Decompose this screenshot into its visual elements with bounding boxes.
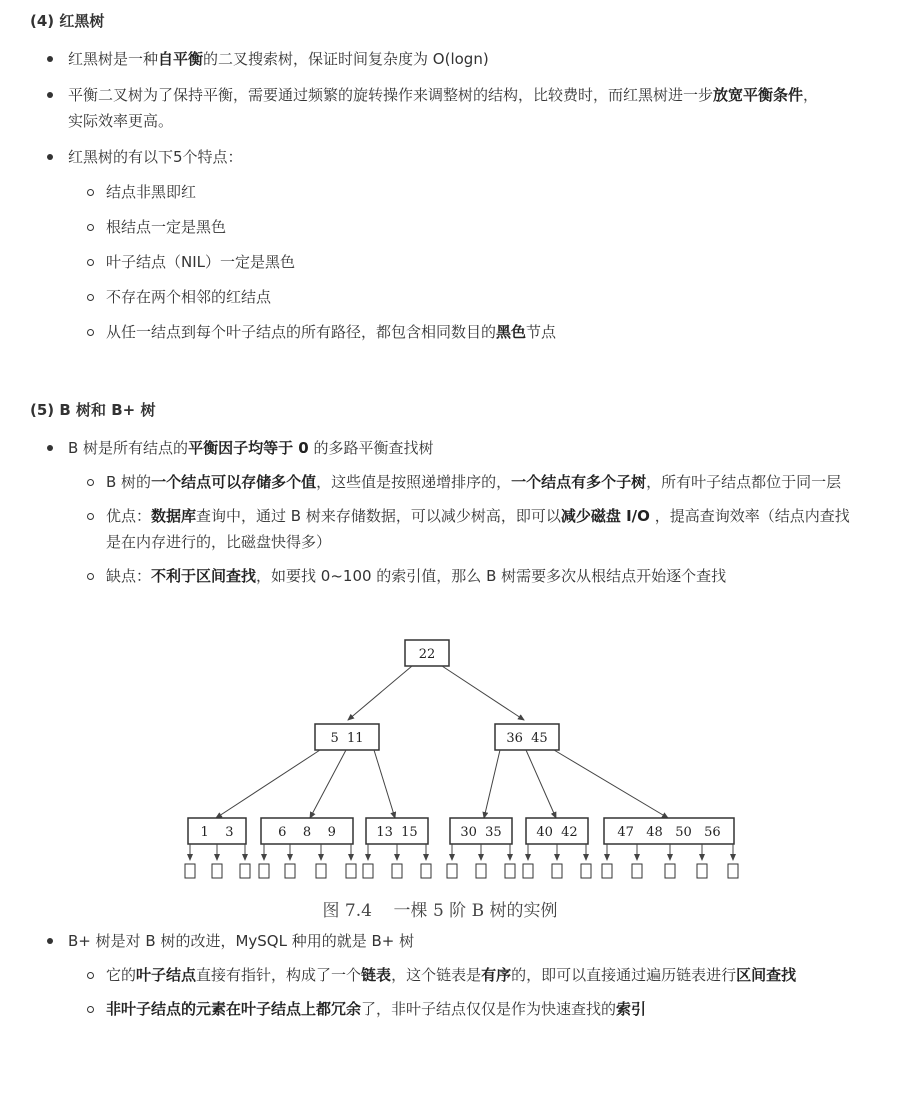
bold-text: 放宽平衡条件 <box>713 86 804 104</box>
null-leaf <box>602 864 612 878</box>
text: ，所有叶子结点都位于同一层 <box>646 473 842 491</box>
null-pointers <box>185 844 738 878</box>
null-leaf <box>632 864 642 878</box>
bold-text: 索引 <box>616 1000 647 1018</box>
text: ，这个链表是 <box>391 966 482 984</box>
null-leaf <box>697 864 707 878</box>
null-leaf <box>728 864 738 878</box>
list-item <box>30 82 890 134</box>
text: 了，非叶子结点仅仅是作为快速查找的 <box>361 1000 617 1018</box>
null-leaf <box>259 864 269 878</box>
null-leaf <box>552 864 562 878</box>
null-leaf <box>185 864 195 878</box>
bold-text: 一个结点有多个子树 <box>511 473 647 491</box>
bold-text: 叶子结点 <box>136 966 197 984</box>
null-leaf <box>447 864 457 878</box>
list-item: 不存在两个相邻的红结点 <box>68 284 890 310</box>
section-4-heading: (4) 红黑树 <box>30 12 105 30</box>
text: 的二叉搜索树，保证时间复杂度为 O(logn) <box>203 50 489 68</box>
bold-text: 区间查找 <box>736 966 797 984</box>
section-5-list <box>30 435 890 589</box>
list-item: 根结点一定是黑色 <box>68 214 890 240</box>
bold-text: 有序 <box>481 966 512 984</box>
bold-text: 自平衡 <box>158 50 204 68</box>
text: 平衡二叉树为了保持平衡，需要通过频繁的旋转操作来调整树的结构，比较费时，而红黑树进一步 <box>68 86 714 104</box>
leaf-label: 47 48 50 56 <box>617 825 721 840</box>
list-item <box>30 46 890 72</box>
null-leaf <box>346 864 356 878</box>
node-label: 5 11 <box>330 731 364 746</box>
text: 直接有指针，构成了一个 <box>196 966 362 984</box>
list-item <box>68 503 850 555</box>
text: ，这些值是按照递增排序的， <box>316 473 512 491</box>
list-item <box>68 996 830 1022</box>
list-item <box>30 144 890 345</box>
null-leaf <box>363 864 373 878</box>
feature-list <box>68 179 890 345</box>
leaf-label: 6 8 9 <box>278 825 336 840</box>
bold-text: 链表 <box>361 966 392 984</box>
figure-caption: 图 7.4 一棵 5 阶 B 树的实例 <box>322 901 558 921</box>
list-item <box>68 319 890 345</box>
bplus-sublist <box>68 962 890 1022</box>
section-5-heading: (5) B 树和 B+ 树 <box>30 401 156 419</box>
text: ，如要找 0~100 的索引值，那么 B 树需要多次从根结点开始逐个查找 <box>256 567 727 585</box>
text: 的多路平衡查找树 <box>308 439 434 457</box>
btree-figure <box>150 632 770 927</box>
root-label: 22 <box>418 647 436 662</box>
text: B 树是所有结点的 <box>68 439 189 457</box>
text: 它的 <box>106 966 137 984</box>
article-content <box>30 6 890 589</box>
text: 优点： <box>106 507 152 525</box>
section-4-list <box>30 46 890 345</box>
text: B 树的 <box>106 473 152 491</box>
null-leaf <box>212 864 222 878</box>
null-leaf <box>505 864 515 878</box>
list-item <box>68 469 850 495</box>
text: B+ 树是对 B 树的改进，MySQL 种用的就是 B+ 树 <box>68 932 415 950</box>
bplus-section <box>30 928 890 1022</box>
null-leaf <box>316 864 326 878</box>
text: 查询中，通过 B 树来存储数据，可以减少树高，即可以 <box>196 507 561 525</box>
null-leaf <box>476 864 486 878</box>
null-leaf <box>665 864 675 878</box>
list-item <box>30 435 890 589</box>
text: 的，即可以直接通过遍历链表进行 <box>511 966 737 984</box>
null-leaf <box>421 864 431 878</box>
leaf-label: 1 3 <box>200 825 234 840</box>
text: 从任一结点到每个叶子结点的所有路径，都包含相同数目的 <box>106 323 497 341</box>
btree-sublist <box>68 469 890 589</box>
text: 节点 <box>526 323 557 341</box>
text: ，实际效率更高。 <box>68 86 819 130</box>
bold-text: 非叶子结点的元素在叶子结点上都冗余 <box>106 1000 362 1018</box>
bold-text: 数据库 <box>151 507 197 525</box>
text: 红黑树的有以下5个特点： <box>68 148 243 166</box>
list-item <box>68 563 850 589</box>
list-item: 结点非黑即红 <box>68 179 890 205</box>
text: 红黑树是一种 <box>68 50 159 68</box>
leaf-label: 30 35 <box>460 825 502 840</box>
list-item <box>30 928 890 1022</box>
leaf-label: 13 15 <box>376 825 418 840</box>
text: 缺点： <box>106 567 152 585</box>
bold-text: 不利于区间查找 <box>151 567 257 585</box>
list-item <box>68 962 830 988</box>
text: ，提高查询效率（结点内查找是在内存进行的，比磁盘快得多） <box>106 507 850 551</box>
bold-text: 平衡因子均等于 0 <box>188 439 309 457</box>
null-leaf <box>523 864 533 878</box>
bold-text: 黑色 <box>496 323 527 341</box>
null-leaf <box>581 864 591 878</box>
list-item: 叶子结点（NIL）一定是黑色 <box>68 249 890 275</box>
bold-text: 一个结点可以存储多个值 <box>151 473 317 491</box>
bplus-list <box>30 928 890 1022</box>
node-label: 36 45 <box>506 731 548 746</box>
leaf-label: 40 42 <box>536 825 578 840</box>
null-leaf <box>285 864 295 878</box>
bold-text: 减少磁盘 I/O <box>560 507 650 525</box>
null-leaf <box>240 864 250 878</box>
null-leaf <box>392 864 402 878</box>
